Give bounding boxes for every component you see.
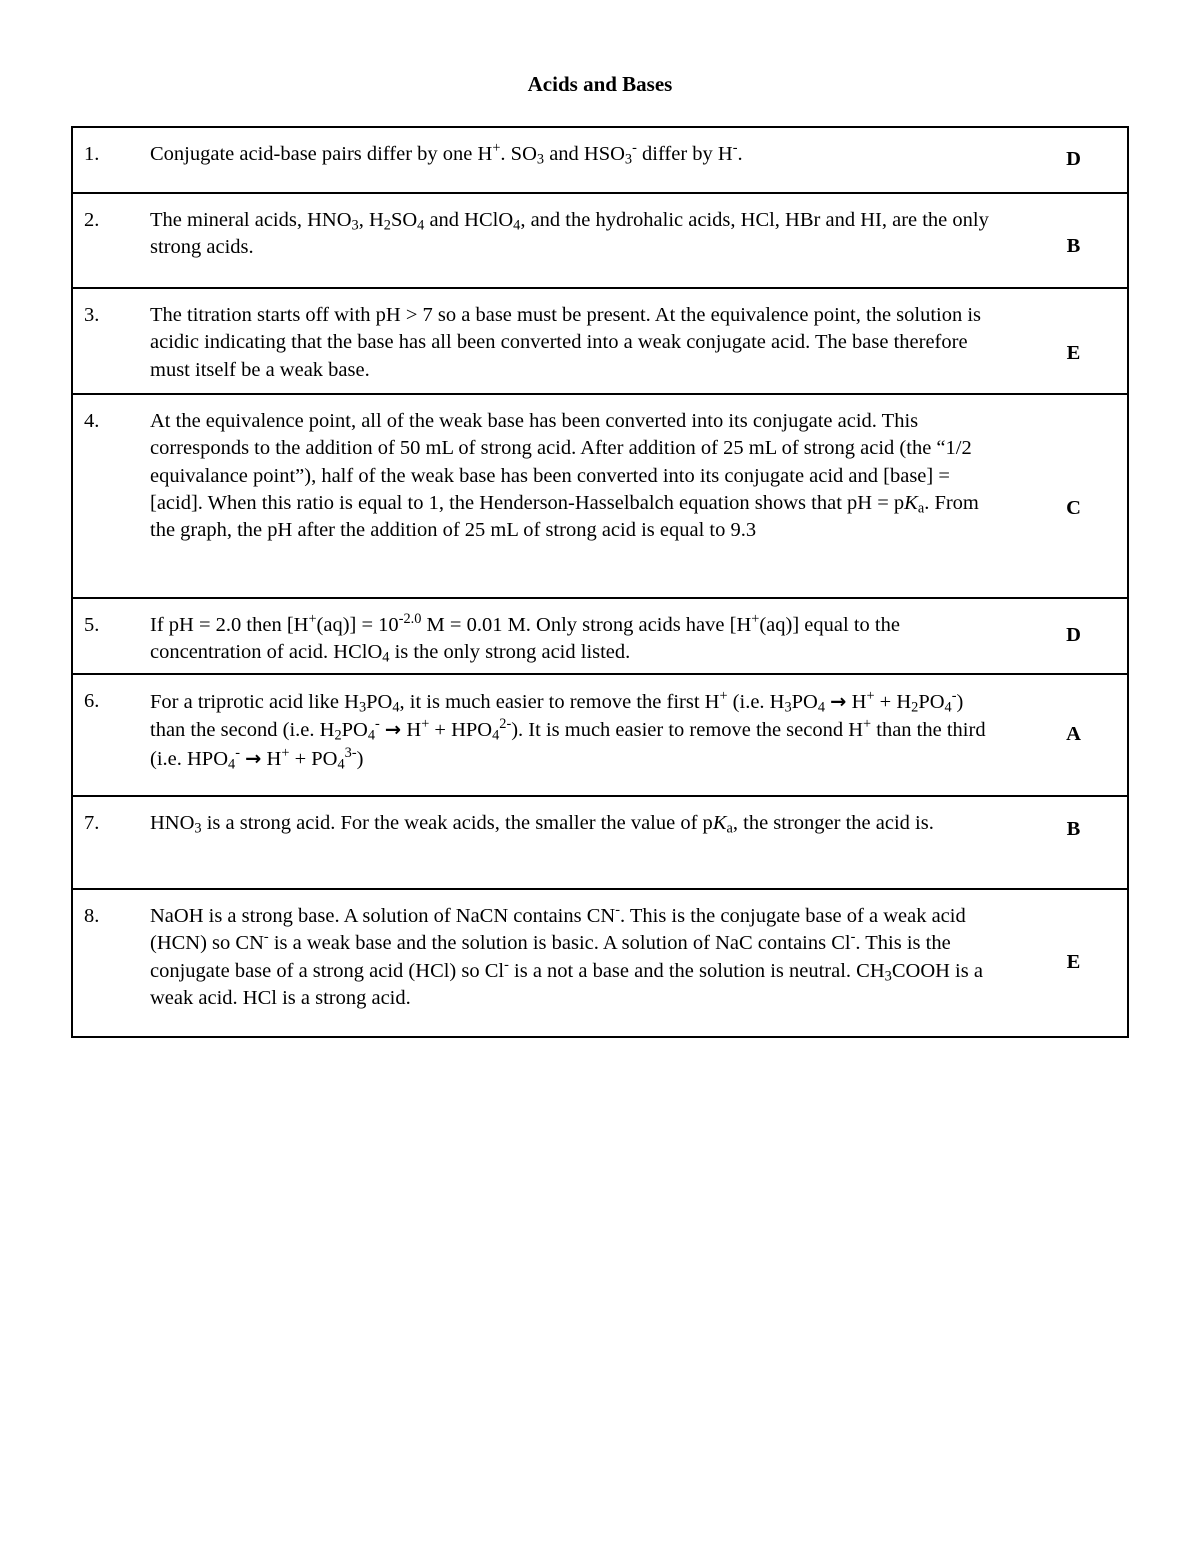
question-number: 2. xyxy=(72,193,150,288)
subscript: 4 xyxy=(944,699,952,716)
question-number: 4. xyxy=(72,394,150,598)
subscript: 4 xyxy=(417,217,425,234)
subscript: 2 xyxy=(383,217,391,234)
superscript: - xyxy=(263,929,269,946)
subscript: 4 xyxy=(513,217,521,234)
question-number: 5. xyxy=(72,598,150,674)
superscript: - xyxy=(850,929,856,946)
subscript: 3 xyxy=(358,699,367,716)
answer-letter: E xyxy=(1020,889,1128,1037)
superscript: + xyxy=(492,140,501,157)
subscript: 4 xyxy=(492,727,500,744)
question-number: 8. xyxy=(72,889,150,1037)
explanation: $HNO_3$ is a strong acid. For the weak acids, the smaller the value of $pK_a$, the stronger the acid is. xyxy=(150,796,1020,889)
reaction-arrow-icon: → xyxy=(245,746,262,770)
superscript: 2- xyxy=(499,716,512,733)
subscript: 4 xyxy=(367,727,376,744)
table-row xyxy=(72,674,1128,796)
reaction-arrow-icon: → xyxy=(384,718,402,742)
superscript: + xyxy=(866,688,875,705)
subscript: 4 xyxy=(337,756,345,773)
superscript: + xyxy=(863,716,872,733)
explanation: For a triprotic acid like $H_3PO_4$, it is much easier to remove the first H+ (i.e. $H_3PO_4 \to H^+ + H_2PO_4^-$) than the second (i.e. $H_2PO_4^- \to H^+ + HPO_4^{2-}$). It is much easier to remove the second H+ than the third (i.e. $HPO_4^- \to H^+ + PO_4^{3-}$) xyxy=(150,674,1020,796)
superscript: - xyxy=(235,744,240,761)
answer-table xyxy=(71,126,1129,1038)
superscript: - xyxy=(951,688,957,705)
question-number: 1. xyxy=(72,127,150,193)
superscript: - xyxy=(375,716,380,733)
table-row xyxy=(72,796,1128,889)
explanation: Conjugate acid-base pairs differ by one H+. $SO_3$ and $HSO_3^-$ differ by H-. xyxy=(150,127,1020,193)
subscript: 3 xyxy=(194,820,202,837)
question-number: 6. xyxy=(72,674,150,796)
page-title: Acids and Bases xyxy=(527,72,673,96)
table-row xyxy=(72,598,1128,674)
subscript: 3 xyxy=(784,699,792,716)
subscript: 3 xyxy=(884,968,892,985)
table-row xyxy=(72,193,1128,288)
subscript: 4 xyxy=(817,699,826,716)
table-row xyxy=(72,288,1128,394)
superscript: + xyxy=(281,744,290,761)
subscript: 2 xyxy=(911,699,919,716)
superscript: + xyxy=(421,716,430,733)
italic-symbol: K xyxy=(712,812,727,834)
explanation: If pH = 2.0 then $[H^+(aq)] = 10^{-2.0}$ M = 0.01 M. Only strong acids have [H+(aq)] equal to the concentration of acid. HClO$_4$ is the only strong acid listed. xyxy=(150,598,1020,674)
table-row xyxy=(72,127,1128,193)
subscript: 2 xyxy=(334,727,342,744)
table-row xyxy=(72,394,1128,598)
subscript: 3 xyxy=(624,151,633,168)
explanation: The titration starts off with pH > 7 so a base must be present. At the equivalence point, the solution is acidic indicating that the base has all been converted into a weak conjugate acid. The base therefore must itself be a weak base. xyxy=(150,288,1020,394)
subscript: a xyxy=(726,820,733,837)
superscript: + xyxy=(719,688,728,705)
superscript: + xyxy=(308,611,317,628)
superscript: - xyxy=(504,956,509,973)
superscript: - xyxy=(632,140,637,157)
subscript: 4 xyxy=(228,756,236,773)
answer-letter: D xyxy=(1020,127,1128,193)
reaction-arrow-icon: → xyxy=(830,690,847,713)
explanation: NaOH is a strong base. A solution of NaCN contains CN-. This is the conjugate base of a weak acid (HCN) so CN- is a weak base and the solution is basic. A solution of NaC contains Cl-. This is the conjugate base of a strong acid (HCl) so Cl- is a not a base and the solution is neutral. $CH_3COOH$ is a weak acid. HCl is a strong acid. xyxy=(150,889,1020,1037)
subscript: 4 xyxy=(382,649,390,666)
subscript: 3 xyxy=(536,151,545,168)
answer-letter: A xyxy=(1020,674,1128,796)
superscript: 3- xyxy=(344,744,357,761)
explanation: At the equivalence point, all of the weak base has been converted into its conjugate acid. This corresponds to the addition of 50 mL of strong acid. After addition of 25 mL of strong acid (the “1/2 equivalance point”), half of the weak base has been converted into its conjugate acid and [base] = [acid]. When this ratio is equal to 1, the Henderson-Hasselbalch equation shows that pH = $pK_a$. From the graph, the pH after the addition of 25 mL of strong acid is equal to 9.3 xyxy=(150,394,1020,598)
question-number: 3. xyxy=(72,288,150,394)
answer-letter: B xyxy=(1020,796,1128,889)
table-row xyxy=(72,889,1128,1037)
subscript: 3 xyxy=(351,217,359,234)
subscript: 4 xyxy=(392,699,400,716)
superscript: - xyxy=(732,140,738,157)
answer-letter: E xyxy=(1020,288,1128,394)
subscript: a xyxy=(917,500,925,517)
question-number: 7. xyxy=(72,796,150,889)
superscript: + xyxy=(751,611,760,628)
answer-letter: D xyxy=(1020,598,1128,674)
answer-letter: C xyxy=(1020,394,1128,598)
answer-letter: B xyxy=(1020,193,1128,288)
superscript: - xyxy=(615,902,620,919)
italic-symbol: K xyxy=(904,491,918,514)
explanation: The mineral acids, $HNO_3$, $H_2SO_4$ and HClO$_4$, and the hydrohalic acids, HCl, HBr and HI, are the only strong acids. xyxy=(150,193,1020,288)
superscript: -2.0 xyxy=(398,611,422,628)
